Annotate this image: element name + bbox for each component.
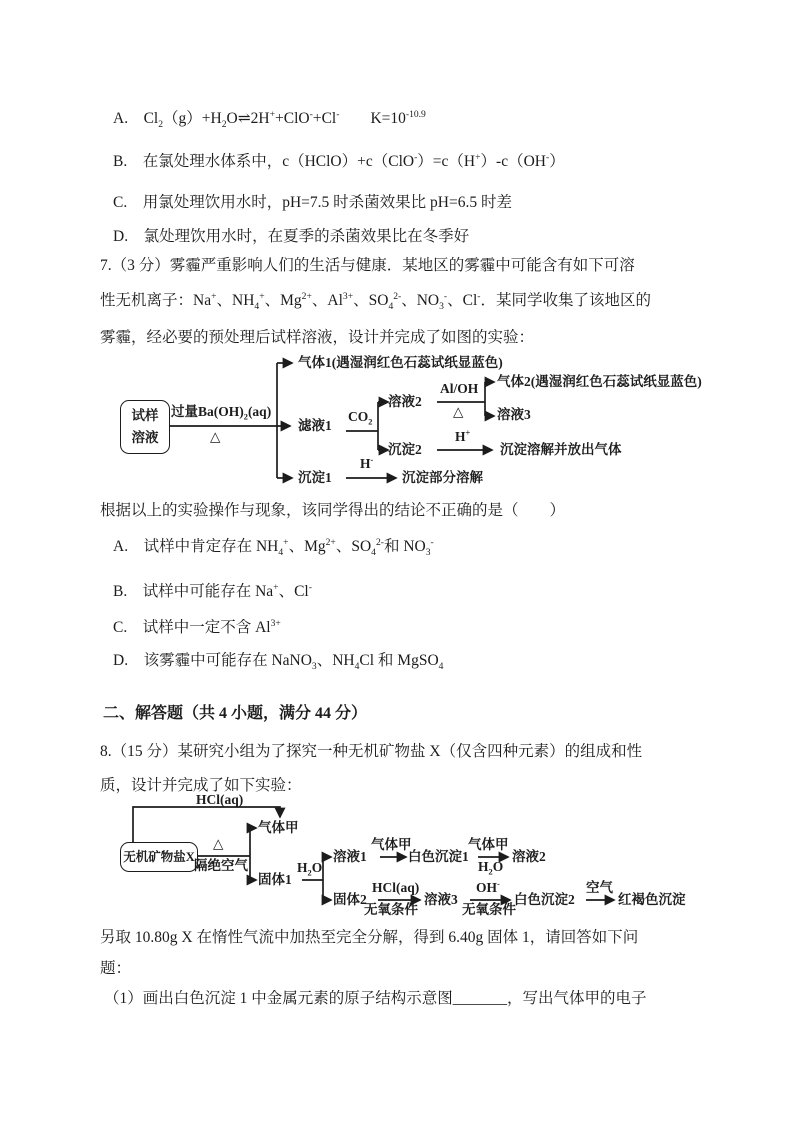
co2-label: $CO_2$ — [348, 409, 373, 427]
hcl-top-label: HCl(aq) — [196, 792, 244, 807]
h2o-label: $H_2O$ — [297, 860, 323, 878]
gas2-node: 气体2(遇湿润红色石蕊试纸显蓝色) — [497, 374, 702, 389]
section2-header: 二、解答题（共 4 小题，满分 44 分） — [103, 705, 368, 722]
mineral-salt-x-box — [120, 842, 198, 872]
q6-option-c: C. 用氯处理饮用水时，pH=7.5 时杀菌效果比 pH=6.5 时差 — [113, 194, 512, 211]
heat-symbol-3: △ — [213, 836, 224, 851]
anaerobic1-label: 无氧条件 — [364, 902, 418, 917]
gas-a-top-node: 气体甲 — [258, 820, 299, 835]
gas-a-arrow2-label: 气体甲 — [468, 837, 509, 852]
red-brown-precip-node: 红褐色沉淀 — [618, 892, 686, 907]
white-precip1-node: 白色沉淀1 — [408, 849, 469, 864]
air-label: 空气 — [586, 880, 613, 895]
q6-option-d: D. 氯处理饮用水时，在夏季的杀菌效果比在冬季好 — [113, 228, 470, 245]
precip2-result-node: 沉淀溶解并放出气体 — [500, 442, 622, 457]
hcl-2-label: HCl(aq) — [372, 880, 420, 895]
solution1-node: 溶液1 — [333, 849, 367, 864]
oh-minus-label: OH- — [476, 879, 500, 895]
sample-solution-box — [120, 400, 170, 454]
precip1-result-node: 沉淀部分溶解 — [402, 470, 483, 485]
q8-note-line1: 另取 10.80g X 在惰性气流中加热至完全分解，得到 6.40g 固体 1，请回答如下问 — [100, 929, 639, 946]
gas1-node: 气体1(遇湿润红色石蕊试纸显蓝色) — [298, 355, 503, 370]
white-precip2-node: 白色沉淀2 — [514, 892, 575, 907]
solution2-node-fc2: 溶液2 — [512, 849, 546, 864]
mineral-salt-x-label: 无机矿物盐X — [123, 850, 195, 864]
q7-experiment-flowchart — [0, 352, 794, 500]
aloh-label: Al/OH — [440, 381, 479, 396]
sample-solution-line1: 试样 — [131, 408, 159, 423]
q8-experiment-flowchart — [0, 790, 794, 930]
solution3-node-fc2: 溶液3 — [424, 892, 458, 907]
q6-option-a: A. $Cl_2(g)+H_2O\rightleftharpoons 2H^++ClO^-+Cl^-$ $K=10^{-10.9}$ — [113, 108, 426, 131]
precip1-node: 沉淀1 — [298, 470, 332, 485]
solid1-node: 固体1 — [258, 872, 292, 887]
filtrate1-node: 滤液1 — [298, 418, 332, 433]
q7-option-c: C. 试样中一定不含 $Al^{3+}$ — [113, 617, 281, 636]
solution2-node: 溶液2 — [388, 394, 422, 409]
q7-option-b: B. 试样中可能存在 Na+、Cl- — [113, 581, 312, 600]
gas-a-arrow1-label: 气体甲 — [371, 837, 412, 852]
solid2-node: 固体2 — [333, 892, 367, 907]
q7-option-d: D. 该雾霾中可能存在 NaNO$_3$、$NH_4Cl$ 和 MgSO$_4$ — [113, 652, 444, 673]
q6-option-b: B. 在氯处理水体系中，c（HClO）+c（ClO-）=c（H+）-c（OH-） — [113, 151, 565, 170]
q7-conclusion: 根据以上的实验操作与现象，该同学得出的结论不正确的是（ ） — [100, 502, 566, 519]
precip2-node: 沉淀2 — [388, 442, 422, 457]
q7-intro-line1: 7.（3 分）雾霾严重影响人们的生活与健康．某地区的雾霾中可能含有如下可溶 — [100, 257, 635, 274]
heat-symbol-2: △ — [453, 404, 464, 419]
reagent-baoh2-label: 过量$Ba(OH)_2(aq)$ — [171, 404, 272, 422]
q8-intro-line2: 质，设计并完成了如下实验： — [100, 777, 302, 794]
anaerobic2-label: 无氧条件 — [462, 902, 516, 917]
q7-intro-line3: 雾霾，经必要的预处理后试样溶液，设计并完成了如图的实验： — [100, 329, 535, 346]
solution3-node: 溶液3 — [497, 407, 531, 422]
q7-option-a: A. 试样中肯定存在 $NH_4^+$、$Mg^{2+}$、$SO_4^{2-}$和 $NO_3^-$ — [113, 536, 434, 559]
q7-intro-line2: 性无机离子：Na+、$NH_4^+$、$Mg^{2+}$、$Al^{3+}$、$SO_4^{2-}$、$NO_3^-$、Cl-．某同学收集了该地区的 — [100, 290, 651, 313]
q8-part1: （1）画出白色沉淀 1 中金属元素的原子结构示意图_______，写出气体甲的电子 — [104, 990, 647, 1007]
sample-solution-line2: 溶液 — [131, 430, 159, 445]
h2o-2-label: $H_2O$ — [478, 859, 504, 877]
heat-symbol-1: △ — [210, 429, 221, 444]
q8-note-line2: 题： — [100, 960, 132, 977]
no-air-label: 隔绝空气 — [194, 858, 248, 873]
h-plus-label: H+ — [455, 428, 471, 444]
q8-intro-line1: 8.（15 分）某研究小组为了探究一种无机矿物盐 X（仅含四种元素）的组成和性 — [100, 743, 643, 760]
h-minus-label: H- — [360, 455, 374, 471]
